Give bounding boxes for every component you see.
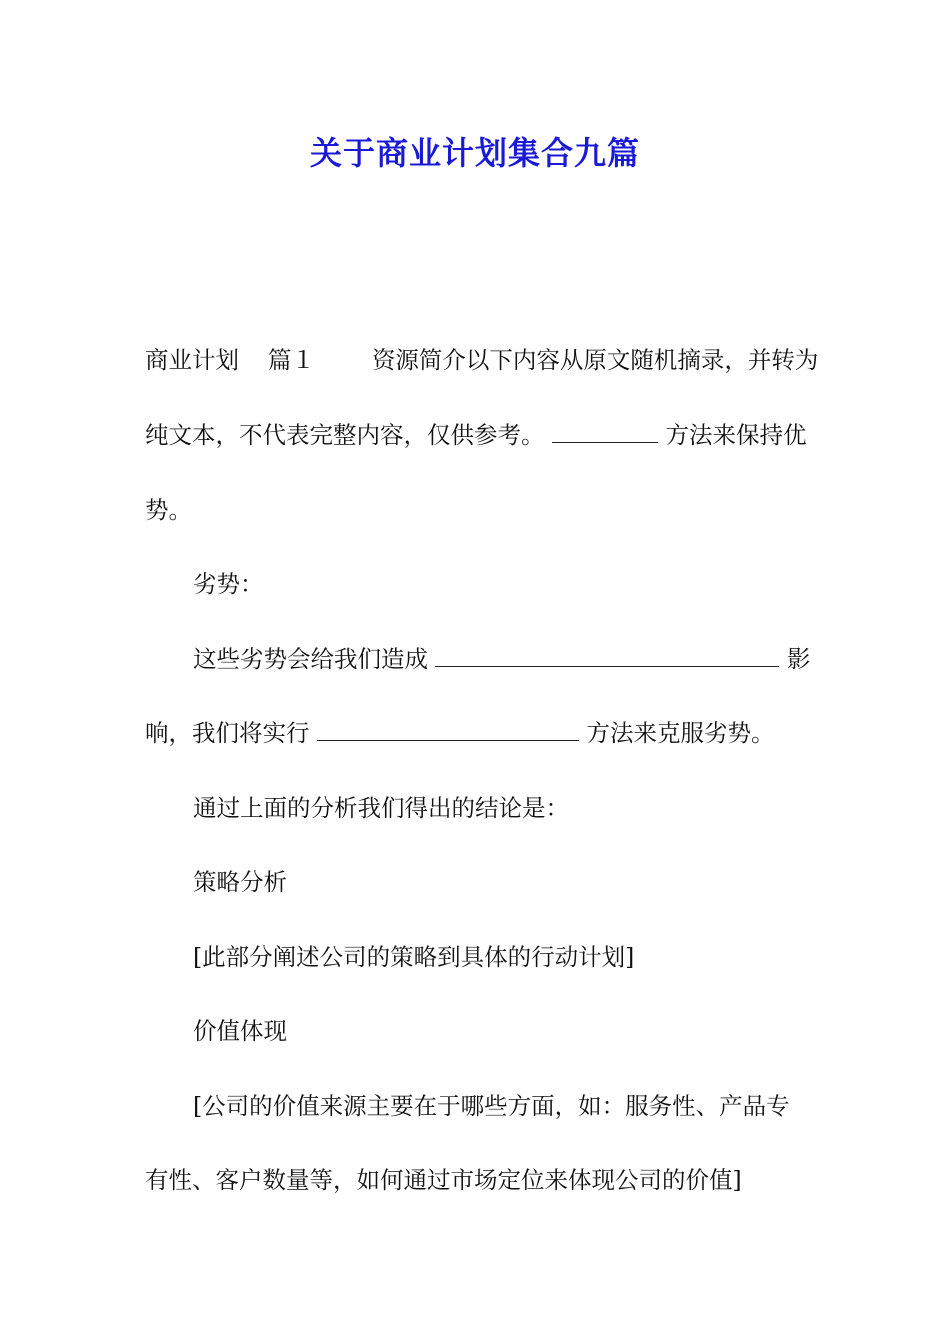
- strategy-note: [此部分阐述公司的策略到具体的行动计划]: [193, 943, 635, 971]
- paragraph-line-1: [145, 345, 825, 375]
- value-note-line-2: 有性、客户数量等，如何通过市场定位来体现公司的价值]: [145, 1166, 742, 1194]
- implement-text: 响，我们将实行: [145, 719, 310, 747]
- value-heading: 价值体现: [193, 1017, 287, 1045]
- paragraph-line-5: [193, 644, 833, 674]
- disclaimer-text: 纯文本，不代表完整内容，仅供参考。: [145, 421, 545, 449]
- fill-in-blank: [435, 646, 779, 667]
- value-note-line-1: [公司的价值来源主要在于哪些方面，如：服务性、产品专: [193, 1092, 790, 1120]
- section-number: 篇１: [267, 346, 315, 374]
- fill-in-blank: [552, 422, 658, 443]
- overcome-text: 方法来克服劣势。: [586, 719, 775, 747]
- paragraph-line-2: [145, 420, 825, 450]
- weakness-text-end: 影: [786, 645, 811, 673]
- paragraph-line-6: [145, 718, 825, 748]
- weakness-text: 这些劣势会给我们造成: [193, 645, 428, 673]
- conclusion-text: 通过上面的分析我们得出的结论是：: [193, 794, 569, 822]
- paragraph-line-3: 势。: [145, 496, 192, 524]
- method-text: 方法来保持优: [665, 421, 807, 449]
- strategy-heading: 策略分析: [193, 868, 287, 896]
- resource-intro-text: 资源简介以下内容从原文随机摘录，并转为: [371, 346, 819, 374]
- fill-in-blank: [317, 720, 579, 741]
- document-title: 关于商业计划集合九篇: [309, 134, 640, 172]
- section-label: 商业计划: [145, 346, 239, 374]
- weakness-heading: 劣势：: [193, 570, 264, 598]
